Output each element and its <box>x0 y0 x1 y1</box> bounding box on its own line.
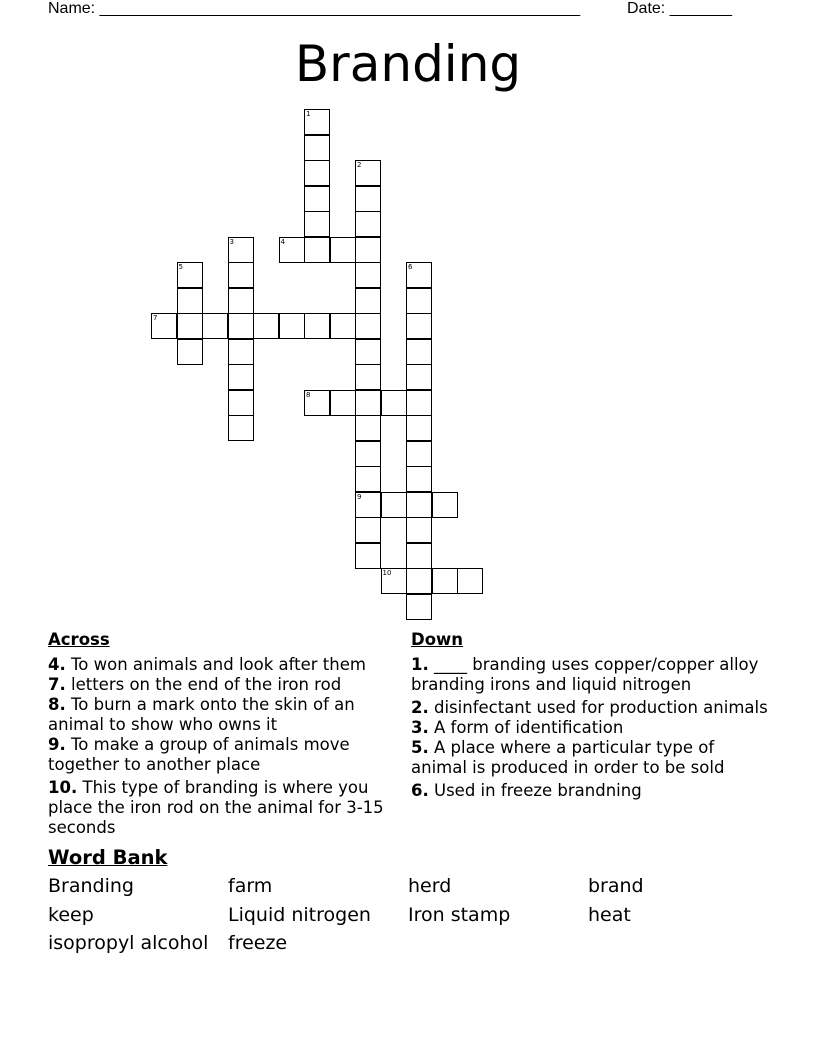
clue-number-label: 6 <box>408 263 413 271</box>
crossword-cell[interactable] <box>406 594 432 620</box>
crossword-cell[interactable] <box>406 441 432 467</box>
crossword-cell[interactable] <box>304 237 330 263</box>
crossword-cell[interactable] <box>406 339 432 365</box>
crossword-cell[interactable] <box>304 211 330 237</box>
down-clues <box>411 630 771 801</box>
word-bank-item: Liquid nitrogen <box>228 903 371 926</box>
word-bank <box>48 874 768 960</box>
crossword-cell[interactable] <box>457 568 483 594</box>
crossword-cell[interactable] <box>406 288 432 314</box>
crossword-cell[interactable] <box>228 339 254 365</box>
clue-down-5: 5. A place where a particular type of animal is produced in order to be sold <box>411 738 725 777</box>
crossword-cell[interactable] <box>355 262 381 288</box>
crossword-cell[interactable] <box>228 237 254 263</box>
crossword-cell[interactable] <box>330 237 356 263</box>
clue-number-label: 4 <box>280 237 285 246</box>
crossword-cell[interactable] <box>228 364 254 390</box>
crossword-cell[interactable] <box>304 390 330 416</box>
crossword-cell[interactable] <box>355 364 381 390</box>
crossword-cell[interactable] <box>304 135 330 161</box>
crossword-cell[interactable] <box>355 237 381 263</box>
crossword-cell[interactable] <box>406 568 432 594</box>
word-bank-item: farm <box>228 875 273 897</box>
word-bank-item: Branding <box>48 875 134 897</box>
crossword-cell[interactable] <box>355 543 381 569</box>
word-bank-item: freeze <box>228 932 288 954</box>
crossword-cell[interactable] <box>304 313 330 339</box>
crossword-cell[interactable] <box>406 415 432 441</box>
clue-down-6: 6. Used in freeze brandning <box>411 781 642 800</box>
crossword-cell[interactable] <box>279 313 305 339</box>
clue-number-label: 7 <box>153 314 158 322</box>
crossword-cell[interactable] <box>228 288 254 314</box>
crossword-cell[interactable] <box>406 262 432 288</box>
crossword-cell[interactable] <box>355 313 381 339</box>
word-bank-item: keep <box>48 903 94 926</box>
word-bank-heading: Word Bank <box>48 846 168 869</box>
clue-down-1: 1. ____ branding uses copper/copper alloy branding irons and liquid nitrogen <box>411 655 759 694</box>
crossword-cell[interactable] <box>406 313 432 339</box>
crossword-cell[interactable] <box>355 492 381 518</box>
crossword-cell[interactable] <box>355 466 381 492</box>
crossword-cell[interactable] <box>177 288 203 314</box>
crossword-cell[interactable] <box>355 211 381 237</box>
word-bank-item: herd <box>408 875 452 897</box>
crossword-cell[interactable] <box>355 339 381 365</box>
crossword-cell[interactable] <box>355 288 381 314</box>
across-clues <box>48 630 410 838</box>
crossword-cell[interactable] <box>406 466 432 492</box>
word-bank-item: brand <box>588 875 644 897</box>
clue-number-label: 8 <box>306 390 311 399</box>
crossword-cell[interactable] <box>406 364 432 390</box>
word-bank-item: heat <box>588 903 631 926</box>
crossword-cell[interactable] <box>228 390 254 416</box>
clue-number-label: 9 <box>357 492 362 501</box>
name-field-label: Name: ______________________________________________________ <box>48 0 581 17</box>
crossword-cell[interactable] <box>177 262 203 288</box>
clue-across-10: 10. This type of branding is where you place the iron rod on the animal for 3-15 seconds <box>48 778 384 837</box>
clue-across-4: 4. To won animals and look after them <box>48 655 366 674</box>
crossword-cell[interactable] <box>304 186 330 212</box>
crossword-cell[interactable] <box>355 415 381 441</box>
clue-across-7: 7. letters on the end of the iron rod <box>48 675 342 694</box>
crossword-cell[interactable] <box>432 492 458 518</box>
crossword-cell[interactable] <box>330 313 356 339</box>
crossword-cell[interactable] <box>381 390 407 416</box>
clue-across-8: 8. To burn a mark onto the skin of an animal to show who owns it <box>48 695 355 734</box>
clue-number-label: 2 <box>357 161 362 169</box>
crossword-cell[interactable] <box>253 313 279 339</box>
crossword-cell[interactable] <box>279 237 305 263</box>
crossword-cell[interactable] <box>228 313 254 339</box>
crossword-cell[interactable] <box>355 517 381 543</box>
crossword-cell[interactable] <box>406 390 432 416</box>
crossword-cell[interactable] <box>304 109 330 135</box>
crossword-cell[interactable] <box>177 339 203 365</box>
clue-down-3: 3. A form of identification <box>411 718 624 737</box>
crossword-cell[interactable] <box>330 390 356 416</box>
crossword-cell[interactable] <box>381 568 407 594</box>
crossword-cell[interactable] <box>151 313 177 339</box>
crossword-cell[interactable] <box>381 492 407 518</box>
crossword-cell[interactable] <box>202 313 228 339</box>
clue-down-2: 2. disinfectant used for production animals <box>411 698 768 717</box>
crossword-cell[interactable] <box>177 313 203 339</box>
crossword-cell[interactable] <box>355 390 381 416</box>
crossword-cell[interactable] <box>355 441 381 467</box>
down-heading: Down <box>411 630 464 649</box>
clue-across-9: 9. To make a group of animals move together to another place <box>48 735 350 774</box>
crossword-cell[interactable] <box>432 568 458 594</box>
date-field-label: Date: _______ <box>627 0 732 17</box>
word-bank-item: isopropyl alcohol <box>48 932 209 954</box>
crossword-cell[interactable] <box>406 517 432 543</box>
page-title: Branding <box>294 35 522 93</box>
clue-number-label: 10 <box>382 569 392 577</box>
word-bank-item: Iron stamp <box>408 903 511 926</box>
clue-number-label: 5 <box>178 263 183 271</box>
crossword-cell[interactable] <box>406 543 432 569</box>
crossword-cell[interactable] <box>304 160 330 186</box>
crossword-cell[interactable] <box>228 262 254 288</box>
across-heading: Across <box>48 630 110 649</box>
crossword-cell[interactable] <box>228 415 254 441</box>
clue-number-label: 3 <box>229 237 234 246</box>
crossword-cell[interactable] <box>355 160 381 186</box>
clue-number-label: 1 <box>306 110 311 118</box>
crossword-cell[interactable] <box>406 492 432 518</box>
crossword-cell[interactable] <box>355 186 381 212</box>
